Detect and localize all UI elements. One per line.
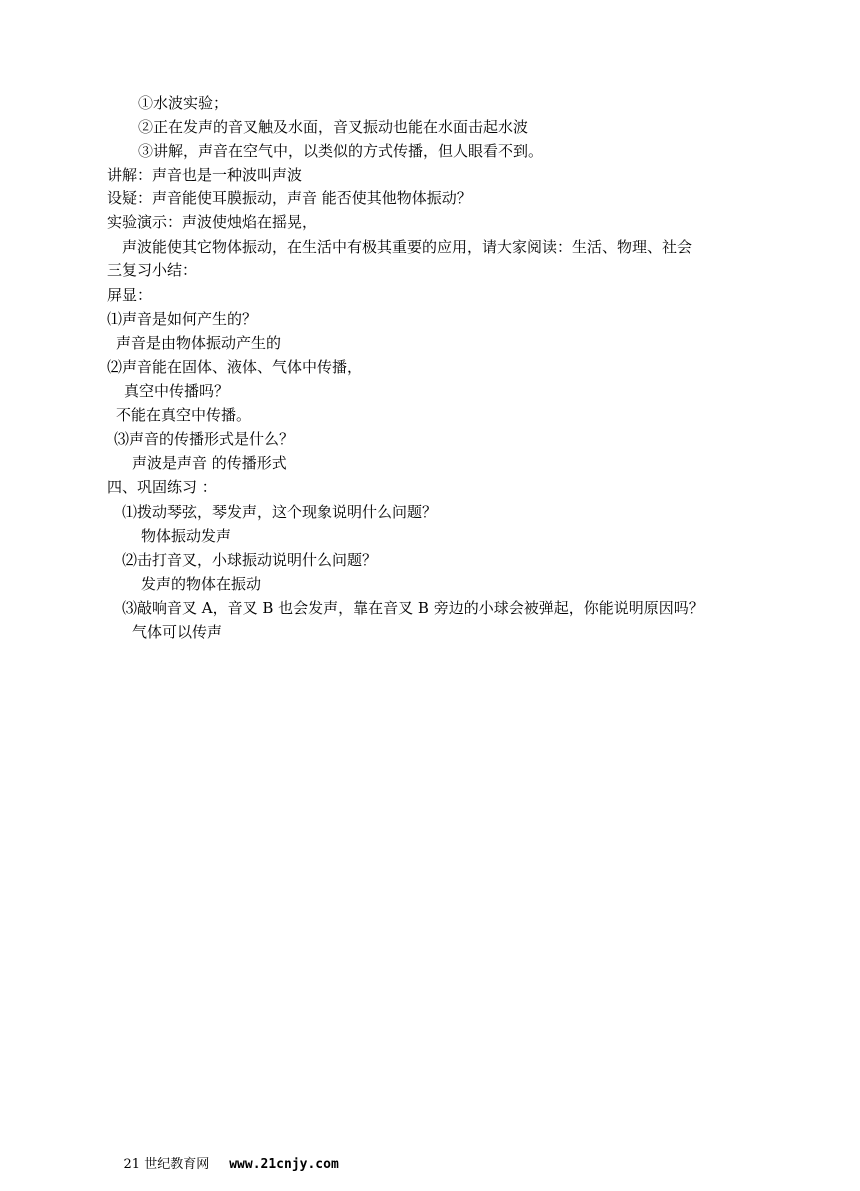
question-line: 真空中传播吗？ xyxy=(124,382,230,400)
question-line: ⑶敲响音叉 A，音叉 B 也会发声，靠在音叉 B 旁边的小球会被弹起，你能说明原因吗？ xyxy=(122,599,704,617)
text-line: 设疑：声音能使耳膜振动，声音 能否使其他物体振动？ xyxy=(107,189,472,207)
text-line: ②正在发声的音叉触及水面，音叉振动也能在水面击起水波 xyxy=(138,118,529,136)
question-line: ⑵声音能在固体、液体、气体中传播， xyxy=(107,358,363,376)
answer-line: 发声的物体在振动 xyxy=(141,575,262,593)
footer-label: 21 世纪教育网 xyxy=(123,1157,210,1172)
answer-line: 声音是由物体振动产生的 xyxy=(116,334,282,352)
text-line: ③讲解，声音在空气中，以类似的方式传播，但人眼看不到。 xyxy=(138,142,544,160)
question-line: ⑴声音是如何产生的？ xyxy=(107,310,258,328)
answer-line: 不能在真空中传播。 xyxy=(116,406,252,424)
text-line: 实验演示：声波使烛焰在摇晃， xyxy=(107,213,318,231)
question-line: ⑵击打音叉，小球振动说明什么问题？ xyxy=(122,551,378,569)
section-heading: 四、巩固练习 ： xyxy=(107,478,217,496)
answer-line: 声波是声音 的传播形式 xyxy=(132,454,287,472)
page-footer xyxy=(107,1141,339,1189)
text-line: 讲解：声音也是一种波叫声波 xyxy=(107,166,303,184)
text-line: 声波能使其它物体振动，在生活中有极其重要的应用，请大家阅读：生活、物理、社会 xyxy=(122,238,693,256)
text-line: 屏显： xyxy=(107,286,153,304)
question-line: ⑶声音的传播形式是什么？ xyxy=(114,430,295,448)
section-heading: 三复习小结： xyxy=(107,261,198,279)
footer-site-link[interactable]: www.21cnjy.com xyxy=(229,1157,339,1172)
answer-line: 气体可以传声 xyxy=(132,623,223,641)
question-line: ⑴拨动琴弦，琴发声，这个现象说明什么问题？ xyxy=(122,503,438,521)
text-line: ①水波实验； xyxy=(138,94,229,112)
answer-line: 物体振动发声 xyxy=(141,527,232,545)
